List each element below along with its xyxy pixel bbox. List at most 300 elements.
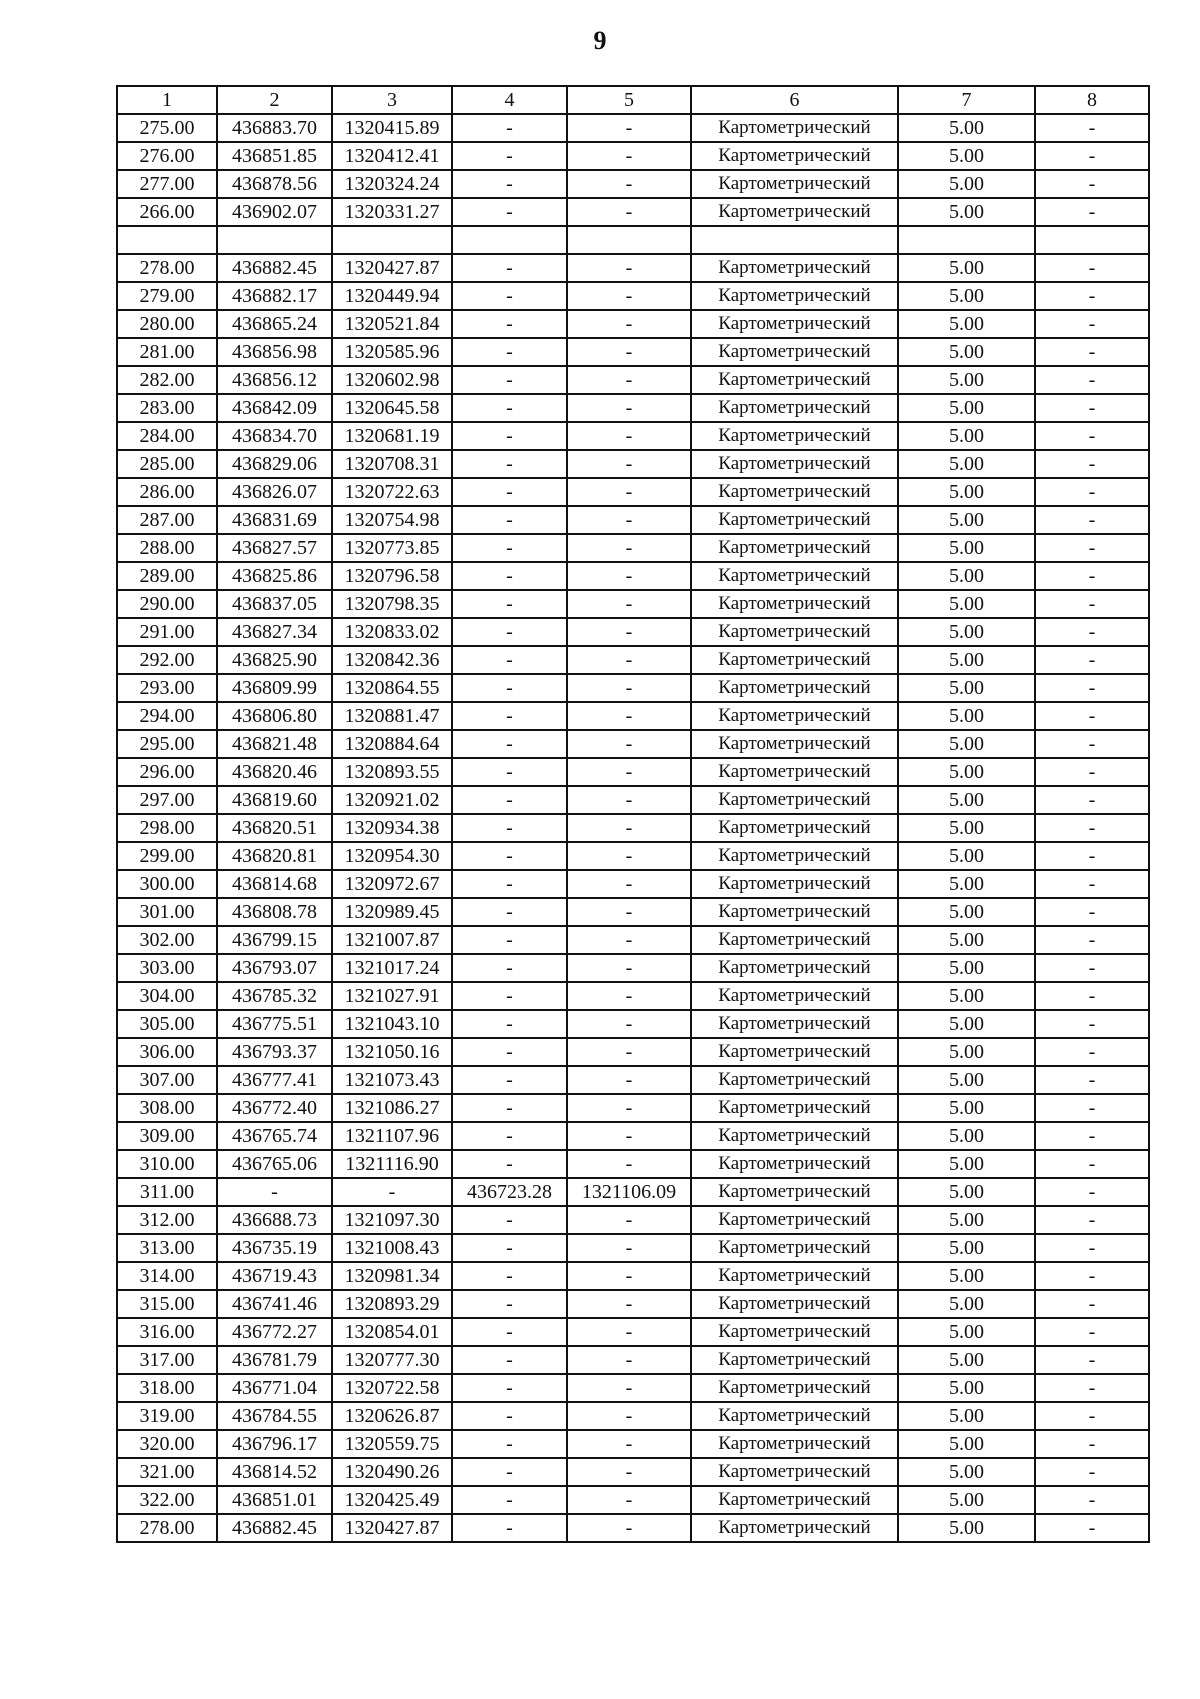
table-cell-col-8 (1035, 226, 1149, 254)
table-cell-col-5: - (567, 1402, 691, 1430)
table-cell-col-4: - (452, 282, 567, 310)
table-cell-col-4: - (452, 758, 567, 786)
table-row (117, 114, 1149, 142)
table-cell-col-5: - (567, 1430, 691, 1458)
table-cell-col-7: 5.00 (898, 814, 1035, 842)
table-cell-col-5: - (567, 1010, 691, 1038)
table-cell-col-1: 275.00 (117, 114, 217, 142)
table-cell-col-6: Картометрический (691, 590, 898, 618)
table-cell-col-5: - (567, 310, 691, 338)
table-cell-col-1: 288.00 (117, 534, 217, 562)
table-cell-col-4 (452, 226, 567, 254)
table-cell-col-7: 5.00 (898, 254, 1035, 282)
table-cell-col-4: - (452, 170, 567, 198)
table-cell-col-5: - (567, 954, 691, 982)
table-cell-col-1: 277.00 (117, 170, 217, 198)
column-header-3: 3 (332, 86, 452, 114)
table-cell-col-7: 5.00 (898, 1430, 1035, 1458)
table-cell-col-1: 319.00 (117, 1402, 217, 1430)
table-cell-col-3: 1320981.34 (332, 1262, 452, 1290)
table-cell-col-1: 298.00 (117, 814, 217, 842)
table-cell-col-8: - (1035, 1486, 1149, 1514)
table-cell-col-2: 436865.24 (217, 310, 332, 338)
table-cell-col-6: Картометрический (691, 394, 898, 422)
table-cell-col-5: - (567, 1374, 691, 1402)
table-cell-col-7: 5.00 (898, 1346, 1035, 1374)
table-row (117, 198, 1149, 226)
table-cell-col-2: 436856.12 (217, 366, 332, 394)
table-cell-col-2: 436827.57 (217, 534, 332, 562)
table-row (117, 562, 1149, 590)
table-cell-col-6: Картометрический (691, 814, 898, 842)
table-cell-col-4: - (452, 954, 567, 982)
table-cell-col-1: 316.00 (117, 1318, 217, 1346)
table-cell-col-2: 436808.78 (217, 898, 332, 926)
table-cell-col-3: 1320559.75 (332, 1430, 452, 1458)
table-cell-col-1: 291.00 (117, 618, 217, 646)
table-cell-col-4: - (452, 926, 567, 954)
table-cell-col-3: 1320934.38 (332, 814, 452, 842)
table-cell-col-1: 287.00 (117, 506, 217, 534)
table-cell-col-7: 5.00 (898, 1234, 1035, 1262)
table-row (117, 842, 1149, 870)
table-cell-col-5: - (567, 1122, 691, 1150)
table-cell-col-5: - (567, 842, 691, 870)
table-cell-col-8: - (1035, 450, 1149, 478)
table-cell-col-4: - (452, 310, 567, 338)
table-row (117, 1038, 1149, 1066)
table-cell-col-8: - (1035, 422, 1149, 450)
table-row (117, 1346, 1149, 1374)
table-cell-col-8: - (1035, 758, 1149, 786)
table-cell-col-1: 322.00 (117, 1486, 217, 1514)
table-cell-col-3: 1320842.36 (332, 646, 452, 674)
table-cell-col-3: 1320324.24 (332, 170, 452, 198)
table-cell-col-2: 436775.51 (217, 1010, 332, 1038)
table-cell-col-5: - (567, 366, 691, 394)
table-cell-col-7: 5.00 (898, 1038, 1035, 1066)
table-cell-col-4: - (452, 338, 567, 366)
table-cell-col-7: 5.00 (898, 450, 1035, 478)
column-header-7: 7 (898, 86, 1035, 114)
table-cell-col-4: - (452, 422, 567, 450)
table-cell-col-1: 297.00 (117, 786, 217, 814)
table-cell-col-1 (117, 226, 217, 254)
table-cell-col-5: - (567, 814, 691, 842)
table-cell-col-2: 436799.15 (217, 926, 332, 954)
table-row (117, 534, 1149, 562)
page-number: 9 (593, 26, 607, 55)
table-cell-col-4: - (452, 814, 567, 842)
table-cell-col-1: 299.00 (117, 842, 217, 870)
table-cell-col-4: - (452, 730, 567, 758)
table-cell-col-4: - (452, 1066, 567, 1094)
table-cell-col-3: 1320884.64 (332, 730, 452, 758)
table-cell-col-5: - (567, 646, 691, 674)
table-cell-col-7: 5.00 (898, 1402, 1035, 1430)
table-cell-col-5: - (567, 534, 691, 562)
table-row (117, 282, 1149, 310)
table-cell-col-1: 317.00 (117, 1346, 217, 1374)
table-cell-col-1: 318.00 (117, 1374, 217, 1402)
table-row (117, 338, 1149, 366)
table-cell-col-2: 436819.60 (217, 786, 332, 814)
table-cell-col-3: 1320864.55 (332, 674, 452, 702)
table-cell-col-2: 436878.56 (217, 170, 332, 198)
table-cell-col-4: - (452, 870, 567, 898)
table-cell-col-3: 1320708.31 (332, 450, 452, 478)
table-cell-col-5: - (567, 702, 691, 730)
table-cell-col-3: 1320521.84 (332, 310, 452, 338)
table-cell-col-6: Картометрический (691, 1486, 898, 1514)
table-cell-col-7: 5.00 (898, 338, 1035, 366)
table-cell-col-3: 1320645.58 (332, 394, 452, 422)
table-cell-col-4: - (452, 674, 567, 702)
table-cell-col-1: 302.00 (117, 926, 217, 954)
table-cell-col-8: - (1035, 534, 1149, 562)
table-cell-col-4: 436723.28 (452, 1178, 567, 1206)
table-cell-col-1: 296.00 (117, 758, 217, 786)
table-cell-col-3: 1320777.30 (332, 1346, 452, 1374)
table-cell-col-6: Картометрический (691, 422, 898, 450)
table-body (117, 114, 1149, 1542)
table-cell-col-8: - (1035, 1514, 1149, 1542)
table-row (117, 1234, 1149, 1262)
table-row (117, 142, 1149, 170)
table-cell-col-3: 1321116.90 (332, 1150, 452, 1178)
table-cell-col-2: - (217, 1178, 332, 1206)
table-row (117, 814, 1149, 842)
table-cell-col-5: - (567, 506, 691, 534)
table-cell-col-6 (691, 226, 898, 254)
table-cell-col-8: - (1035, 562, 1149, 590)
table-cell-col-3 (332, 226, 452, 254)
table-cell-col-3: - (332, 1178, 452, 1206)
table-cell-col-4: - (452, 1402, 567, 1430)
table-cell-col-2: 436825.86 (217, 562, 332, 590)
table-cell-col-7: 5.00 (898, 142, 1035, 170)
table-cell-col-8: - (1035, 702, 1149, 730)
table-cell-col-6: Картометрический (691, 842, 898, 870)
table-row (117, 1318, 1149, 1346)
table-cell-col-3: 1321073.43 (332, 1066, 452, 1094)
table-cell-col-2: 436793.37 (217, 1038, 332, 1066)
table-cell-col-5: - (567, 618, 691, 646)
table-cell-col-7: 5.00 (898, 926, 1035, 954)
table-cell-col-2: 436829.06 (217, 450, 332, 478)
table-cell-col-7: 5.00 (898, 618, 1035, 646)
table-cell-col-8: - (1035, 1290, 1149, 1318)
table-cell-col-5: - (567, 1458, 691, 1486)
table-row (117, 1374, 1149, 1402)
table-cell-col-1: 304.00 (117, 982, 217, 1010)
table-row (117, 590, 1149, 618)
table-cell-col-6: Картометрический (691, 282, 898, 310)
table-cell-col-8: - (1035, 1318, 1149, 1346)
table-cell-col-6: Картометрический (691, 1066, 898, 1094)
table-cell-col-4: - (452, 562, 567, 590)
table-cell-col-8: - (1035, 142, 1149, 170)
table-cell-col-2: 436820.46 (217, 758, 332, 786)
table-cell-col-6: Картометрический (691, 310, 898, 338)
table-cell-col-3: 1321043.10 (332, 1010, 452, 1038)
table-cell-col-8: - (1035, 114, 1149, 142)
table-cell-col-8: - (1035, 1346, 1149, 1374)
table-cell-col-5: - (567, 926, 691, 954)
table-cell-col-8: - (1035, 898, 1149, 926)
column-header-4: 4 (452, 86, 567, 114)
table-row (117, 1486, 1149, 1514)
table-cell-col-4: - (452, 1150, 567, 1178)
table-cell-col-3: 1320833.02 (332, 618, 452, 646)
table-cell-col-4: - (452, 506, 567, 534)
table-cell-col-5: - (567, 1038, 691, 1066)
table-cell-col-1: 301.00 (117, 898, 217, 926)
table-cell-col-5: - (567, 1318, 691, 1346)
table-cell-col-8: - (1035, 282, 1149, 310)
table-cell-col-1: 305.00 (117, 1010, 217, 1038)
table-cell-col-2: 436826.07 (217, 478, 332, 506)
table-cell-col-6: Картометрический (691, 982, 898, 1010)
table-cell-col-7: 5.00 (898, 1150, 1035, 1178)
table-cell-col-7: 5.00 (898, 1066, 1035, 1094)
table-cell-col-5: - (567, 1346, 691, 1374)
table-cell-col-7: 5.00 (898, 646, 1035, 674)
table-cell-col-1: 295.00 (117, 730, 217, 758)
table-cell-col-6: Картометрический (691, 1374, 898, 1402)
table-cell-col-4: - (452, 1290, 567, 1318)
table-cell-col-7: 5.00 (898, 730, 1035, 758)
table-cell-col-1: 321.00 (117, 1458, 217, 1486)
table-cell-col-3: 1321027.91 (332, 982, 452, 1010)
table-cell-col-2: 436784.55 (217, 1402, 332, 1430)
table-row (117, 1150, 1149, 1178)
table-cell-col-3: 1320585.96 (332, 338, 452, 366)
table-cell-col-7: 5.00 (898, 758, 1035, 786)
table-cell-col-8: - (1035, 1430, 1149, 1458)
table-cell-col-7: 5.00 (898, 282, 1035, 310)
table-cell-col-6: Картометрический (691, 730, 898, 758)
table-cell-col-3: 1321086.27 (332, 1094, 452, 1122)
table-cell-col-1: 311.00 (117, 1178, 217, 1206)
table-cell-col-4: - (452, 702, 567, 730)
table-cell-col-2: 436820.81 (217, 842, 332, 870)
table-cell-col-7: 5.00 (898, 198, 1035, 226)
table-cell-col-3: 1320796.58 (332, 562, 452, 590)
table-row (117, 254, 1149, 282)
table-cell-col-6: Картометрический (691, 1122, 898, 1150)
table-cell-col-6: Картометрический (691, 702, 898, 730)
table-cell-col-8: - (1035, 1206, 1149, 1234)
table-cell-col-1: 289.00 (117, 562, 217, 590)
table-cell-col-5: 1321106.09 (567, 1178, 691, 1206)
table-row (117, 1094, 1149, 1122)
table-cell-col-6: Картометрический (691, 898, 898, 926)
table-cell-col-3: 1320490.26 (332, 1458, 452, 1486)
table-cell-col-3: 1320449.94 (332, 282, 452, 310)
table-row (117, 1514, 1149, 1542)
table-cell-col-3: 1321008.43 (332, 1234, 452, 1262)
table-cell-col-7: 5.00 (898, 590, 1035, 618)
table-cell-col-2: 436765.74 (217, 1122, 332, 1150)
table-cell-col-7: 5.00 (898, 562, 1035, 590)
table-cell-col-5: - (567, 758, 691, 786)
table-cell-col-2: 436837.05 (217, 590, 332, 618)
table-cell-col-2: 436814.68 (217, 870, 332, 898)
table-cell-col-4: - (452, 394, 567, 422)
table-cell-col-5: - (567, 674, 691, 702)
table-cell-col-3: 1320722.58 (332, 1374, 452, 1402)
table-cell-col-8: - (1035, 254, 1149, 282)
table-cell-col-4: - (452, 646, 567, 674)
table-cell-col-8: - (1035, 618, 1149, 646)
coordinates-table (116, 85, 1150, 1543)
table-cell-col-1: 315.00 (117, 1290, 217, 1318)
table-cell-col-6: Картометрический (691, 1010, 898, 1038)
table-cell-col-8: - (1035, 982, 1149, 1010)
table-cell-col-8: - (1035, 730, 1149, 758)
table-cell-col-2: 436735.19 (217, 1234, 332, 1262)
table-cell-col-7: 5.00 (898, 898, 1035, 926)
table-row (117, 422, 1149, 450)
table-cell-col-5: - (567, 450, 691, 478)
table-cell-col-8: - (1035, 198, 1149, 226)
table-cell-col-2: 436806.80 (217, 702, 332, 730)
table-cell-col-3: 1320602.98 (332, 366, 452, 394)
table-cell-col-2: 436741.46 (217, 1290, 332, 1318)
table-cell-col-1: 308.00 (117, 1094, 217, 1122)
table-cell-col-2: 436772.27 (217, 1318, 332, 1346)
table-cell-col-3: 1320773.85 (332, 534, 452, 562)
table-row (117, 730, 1149, 758)
table-cell-col-4: - (452, 1486, 567, 1514)
table-cell-col-2: 436777.41 (217, 1066, 332, 1094)
table-row (117, 170, 1149, 198)
table-cell-col-6: Картометрический (691, 338, 898, 366)
table-cell-col-7: 5.00 (898, 506, 1035, 534)
table-cell-col-6: Картометрический (691, 366, 898, 394)
table-cell-col-7 (898, 226, 1035, 254)
table-cell-col-4: - (452, 1374, 567, 1402)
table-cell-col-7: 5.00 (898, 170, 1035, 198)
table-cell-col-1: 266.00 (117, 198, 217, 226)
table-cell-col-8: - (1035, 590, 1149, 618)
table-cell-col-8: - (1035, 1458, 1149, 1486)
table-cell-col-1: 320.00 (117, 1430, 217, 1458)
table-cell-col-3: 1320893.29 (332, 1290, 452, 1318)
table-cell-col-5: - (567, 1486, 691, 1514)
table-cell-col-7: 5.00 (898, 1122, 1035, 1150)
column-header-1: 1 (117, 86, 217, 114)
table-cell-col-7: 5.00 (898, 674, 1035, 702)
table-cell-col-2: 436825.90 (217, 646, 332, 674)
table-cell-col-7: 5.00 (898, 394, 1035, 422)
table-cell-col-6: Картометрический (691, 1402, 898, 1430)
table-cell-col-6: Картометрический (691, 758, 898, 786)
table-cell-col-4: - (452, 1430, 567, 1458)
table-cell-col-8: - (1035, 338, 1149, 366)
table-cell-col-2: 436809.99 (217, 674, 332, 702)
table-cell-col-2: 436851.01 (217, 1486, 332, 1514)
table-cell-col-3: 1321107.96 (332, 1122, 452, 1150)
table-cell-col-2: 436821.48 (217, 730, 332, 758)
table-cell-col-1: 278.00 (117, 1514, 217, 1542)
table-cell-col-5: - (567, 786, 691, 814)
table-row (117, 1402, 1149, 1430)
table-cell-col-4: - (452, 1094, 567, 1122)
table-row (117, 1122, 1149, 1150)
table-cell-col-8: - (1035, 786, 1149, 814)
table-cell-col-6: Картометрический (691, 1094, 898, 1122)
table-cell-col-5: - (567, 422, 691, 450)
table-cell-col-8: - (1035, 1262, 1149, 1290)
table-cell-col-6: Картометрический (691, 198, 898, 226)
table-cell-col-7: 5.00 (898, 1374, 1035, 1402)
table-cell-col-6: Картометрический (691, 170, 898, 198)
table-cell-col-1: 293.00 (117, 674, 217, 702)
table-cell-col-8: - (1035, 954, 1149, 982)
table-cell-col-5: - (567, 1262, 691, 1290)
table-cell-col-8: - (1035, 1178, 1149, 1206)
table-cell-col-6: Картометрический (691, 1178, 898, 1206)
table-cell-col-1: 307.00 (117, 1066, 217, 1094)
table-row (117, 1010, 1149, 1038)
table-row (117, 1262, 1149, 1290)
table-cell-col-8: - (1035, 310, 1149, 338)
table-cell-col-3: 1320427.87 (332, 1514, 452, 1542)
table-cell-col-1: 276.00 (117, 142, 217, 170)
table-cell-col-5: - (567, 1514, 691, 1542)
table-cell-col-6: Картометрический (691, 674, 898, 702)
table-cell-col-5: - (567, 338, 691, 366)
table-cell-col-2: 436882.45 (217, 1514, 332, 1542)
table-cell-col-2: 436834.70 (217, 422, 332, 450)
table-cell-col-6: Картометрический (691, 926, 898, 954)
table-cell-col-8: - (1035, 870, 1149, 898)
table-cell-col-3: 1320881.47 (332, 702, 452, 730)
table-cell-col-4: - (452, 1514, 567, 1542)
table-row (117, 1290, 1149, 1318)
table-cell-col-4: - (452, 1038, 567, 1066)
table-row (117, 1206, 1149, 1234)
table-cell-col-8: - (1035, 394, 1149, 422)
table-cell-col-1: 309.00 (117, 1122, 217, 1150)
table-cell-col-7: 5.00 (898, 1206, 1035, 1234)
table-cell-col-4: - (452, 618, 567, 646)
table-cell-col-6: Картометрический (691, 450, 898, 478)
table-cell-col-8: - (1035, 1374, 1149, 1402)
table-cell-col-2: 436882.45 (217, 254, 332, 282)
table-cell-col-5: - (567, 1066, 691, 1094)
table-cell-col-7: 5.00 (898, 310, 1035, 338)
table-cell-col-5: - (567, 394, 691, 422)
table-cell-col-7: 5.00 (898, 1178, 1035, 1206)
table-cell-col-8: - (1035, 1038, 1149, 1066)
table-cell-col-4: - (452, 254, 567, 282)
table-cell-col-4: - (452, 1206, 567, 1234)
table-cell-col-2: 436771.04 (217, 1374, 332, 1402)
table-cell-col-6: Картометрический (691, 1514, 898, 1542)
table-row (117, 898, 1149, 926)
table-cell-col-6: Картометрический (691, 1262, 898, 1290)
table-cell-col-1: 279.00 (117, 282, 217, 310)
table-cell-col-6: Картометрический (691, 1430, 898, 1458)
table-cell-col-6: Картометрический (691, 1458, 898, 1486)
table-cell-col-1: 281.00 (117, 338, 217, 366)
table-row (117, 702, 1149, 730)
table-cell-col-3: 1320415.89 (332, 114, 452, 142)
table-cell-col-2: 436882.17 (217, 282, 332, 310)
